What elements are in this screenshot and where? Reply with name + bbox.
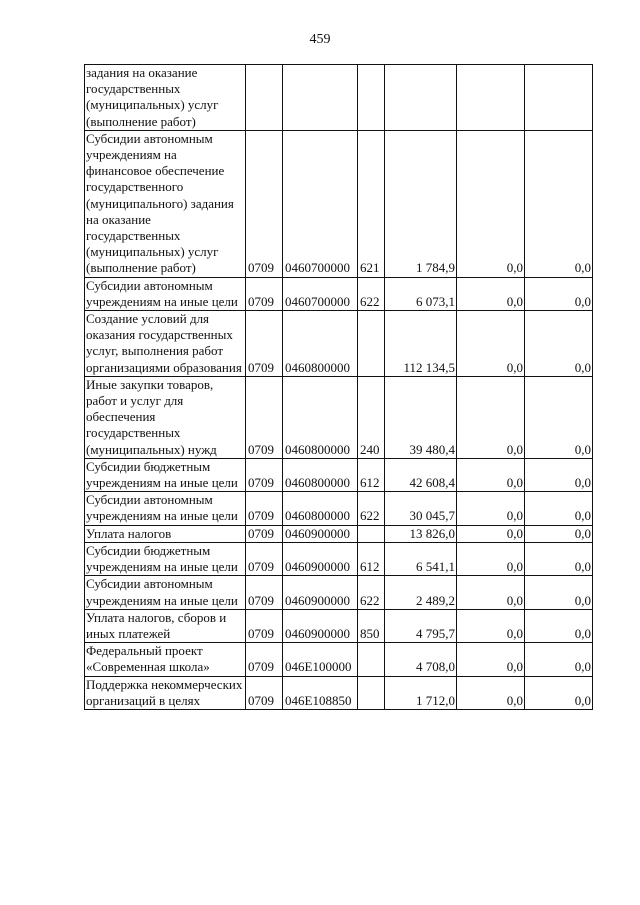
row-name-cell: Субсидии бюджетным учреждениям на иные цели: [85, 458, 246, 491]
row-value-2-cell: 0,0: [525, 542, 593, 575]
table-row: [85, 65, 593, 131]
row-section-code-cell: 0709: [246, 492, 283, 525]
row-value-1-cell: 0,0: [457, 643, 525, 676]
row-target-article-cell: 046E108850: [283, 676, 358, 709]
row-value-2-cell: 0,0: [525, 643, 593, 676]
row-value-1-cell: 0,0: [457, 609, 525, 642]
row-amount-cell: 6 541,1: [385, 542, 457, 575]
table-row: [85, 643, 593, 676]
row-amount-cell: 6 073,1: [385, 277, 457, 310]
row-target-article-cell: 0460800000: [283, 492, 358, 525]
table-row: [85, 576, 593, 609]
row-amount-cell: [385, 65, 457, 131]
page-number: 459: [309, 32, 331, 47]
row-section-code-cell: 0709: [246, 576, 283, 609]
row-value-2-cell: 0,0: [525, 576, 593, 609]
row-value-1-cell: 0,0: [457, 492, 525, 525]
row-name-cell: задания на оказание государственных (муниципальных) услуг (выполнение работ): [85, 65, 246, 131]
row-name-cell: Субсидии автономным учреждениям на иные цели: [85, 576, 246, 609]
row-name-cell: Уплата налогов, сборов и иных платежей: [85, 609, 246, 642]
row-value-1-cell: 0,0: [457, 130, 525, 277]
row-section-code-cell: 0709: [246, 277, 283, 310]
row-expense-type-cell: 612: [358, 542, 385, 575]
row-target-article-cell: 0460800000: [283, 376, 358, 458]
budget-table-body: [85, 65, 593, 710]
table-row: [85, 676, 593, 709]
table-row: [85, 609, 593, 642]
row-expense-type-cell: 621: [358, 130, 385, 277]
row-expense-type-cell: [358, 643, 385, 676]
row-amount-cell: 4 795,7: [385, 609, 457, 642]
row-value-2-cell: 0,0: [525, 609, 593, 642]
row-section-code-cell: 0709: [246, 542, 283, 575]
row-target-article-cell: 0460900000: [283, 525, 358, 542]
row-expense-type-cell: 622: [358, 492, 385, 525]
row-target-article-cell: 0460900000: [283, 609, 358, 642]
row-value-2-cell: [525, 65, 593, 131]
row-expense-type-cell: 240: [358, 376, 385, 458]
row-target-article-cell: 0460900000: [283, 576, 358, 609]
row-section-code-cell: 0709: [246, 609, 283, 642]
row-expense-type-cell: 622: [358, 576, 385, 609]
row-amount-cell: 112 134,5: [385, 311, 457, 377]
row-expense-type-cell: [358, 65, 385, 131]
table-row: [85, 525, 593, 542]
row-section-code-cell: 0709: [246, 525, 283, 542]
row-expense-type-cell: 612: [358, 458, 385, 491]
row-value-1-cell: 0,0: [457, 525, 525, 542]
row-expense-type-cell: [358, 311, 385, 377]
row-target-article-cell: 0460700000: [283, 130, 358, 277]
row-name-cell: Субсидии автономным учреждениям на иные цели: [85, 277, 246, 310]
row-target-article-cell: 0460800000: [283, 311, 358, 377]
row-name-cell: Создание условий для оказания государственных услуг, выполнения работ организациями образования: [85, 311, 246, 377]
row-expense-type-cell: 850: [358, 609, 385, 642]
row-name-cell: Поддержка некоммерческих организаций в целях: [85, 676, 246, 709]
row-section-code-cell: 0709: [246, 311, 283, 377]
row-amount-cell: 1 784,9: [385, 130, 457, 277]
row-section-code-cell: 0709: [246, 643, 283, 676]
row-expense-type-cell: [358, 525, 385, 542]
row-target-article-cell: 0460700000: [283, 277, 358, 310]
row-value-2-cell: 0,0: [525, 458, 593, 491]
row-name-cell: Субсидии автономным учреждениям на финансовое обеспечение государственного (муниципального) задания на оказание государственных (муниципальных) услуг (выполнение работ): [85, 130, 246, 277]
row-target-article-cell: [283, 65, 358, 131]
row-value-1-cell: 0,0: [457, 458, 525, 491]
row-target-article-cell: 0460900000: [283, 542, 358, 575]
table-row: [85, 130, 593, 277]
row-expense-type-cell: [358, 676, 385, 709]
row-name-cell: Субсидии автономным учреждениям на иные цели: [85, 492, 246, 525]
row-amount-cell: 4 708,0: [385, 643, 457, 676]
row-value-1-cell: 0,0: [457, 542, 525, 575]
row-section-code-cell: 0709: [246, 130, 283, 277]
row-name-cell: Уплата налогов: [85, 525, 246, 542]
row-amount-cell: 13 826,0: [385, 525, 457, 542]
row-value-1-cell: 0,0: [457, 676, 525, 709]
row-value-2-cell: 0,0: [525, 492, 593, 525]
row-target-article-cell: 0460800000: [283, 458, 358, 491]
row-value-1-cell: 0,0: [457, 277, 525, 310]
row-section-code-cell: 0709: [246, 458, 283, 491]
table-row: [85, 492, 593, 525]
table-row: [85, 311, 593, 377]
row-section-code-cell: 0709: [246, 376, 283, 458]
row-value-2-cell: 0,0: [525, 676, 593, 709]
row-name-cell: Субсидии бюджетным учреждениям на иные цели: [85, 542, 246, 575]
row-value-2-cell: 0,0: [525, 277, 593, 310]
row-amount-cell: 1 712,0: [385, 676, 457, 709]
table-row: [85, 458, 593, 491]
row-target-article-cell: 046E100000: [283, 643, 358, 676]
row-name-cell: Федеральный проект «Современная школа»: [85, 643, 246, 676]
row-section-code-cell: [246, 65, 283, 131]
row-expense-type-cell: 622: [358, 277, 385, 310]
row-value-2-cell: 0,0: [525, 525, 593, 542]
row-value-2-cell: 0,0: [525, 311, 593, 377]
row-value-1-cell: [457, 65, 525, 131]
row-name-cell: Иные закупки товаров, работ и услуг для обеспечения государственных (муниципальных) нужд: [85, 376, 246, 458]
table-row: [85, 277, 593, 310]
row-value-1-cell: 0,0: [457, 376, 525, 458]
budget-table: [84, 64, 593, 710]
row-section-code-cell: 0709: [246, 676, 283, 709]
row-value-1-cell: 0,0: [457, 311, 525, 377]
row-value-1-cell: 0,0: [457, 576, 525, 609]
row-amount-cell: 30 045,7: [385, 492, 457, 525]
table-row: [85, 376, 593, 458]
row-amount-cell: 42 608,4: [385, 458, 457, 491]
row-value-2-cell: 0,0: [525, 376, 593, 458]
row-value-2-cell: 0,0: [525, 130, 593, 277]
table-row: [85, 542, 593, 575]
row-amount-cell: 39 480,4: [385, 376, 457, 458]
row-amount-cell: 2 489,2: [385, 576, 457, 609]
